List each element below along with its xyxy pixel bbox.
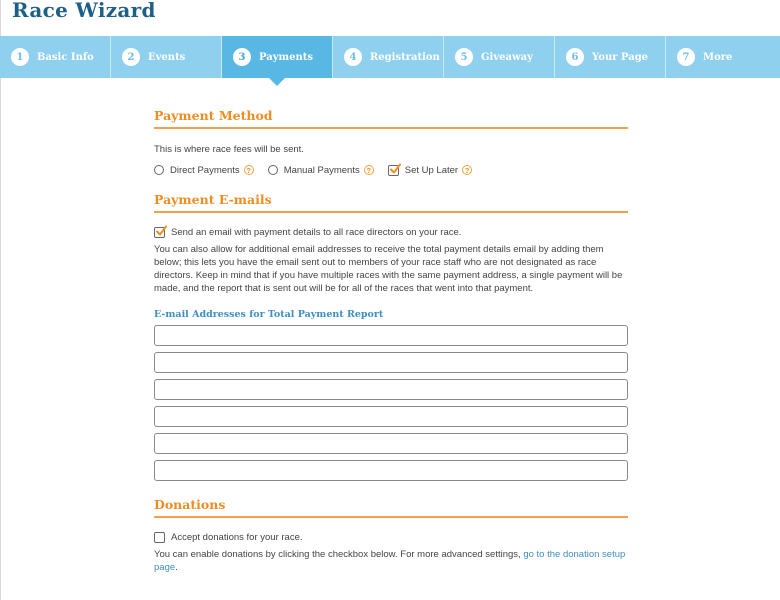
step-basic-info[interactable] [0, 36, 111, 78]
step-events[interactable] [111, 36, 222, 78]
email-address-input-4[interactable] [154, 406, 628, 427]
option-set-up-later[interactable] [388, 165, 472, 176]
email-addresses-label: E-mail Addresses for Total Payment Report [154, 309, 384, 320]
send-email-label: Send an email with payment details to all race directors on your race. [171, 227, 462, 238]
step-more[interactable] [666, 36, 780, 78]
step-number-4: 4 [344, 48, 362, 66]
step-number-2: 2 [122, 48, 140, 66]
step-number-5: 5 [455, 48, 473, 66]
step-giveaway[interactable] [444, 36, 555, 78]
radio-direct-payments[interactable] [154, 165, 164, 175]
donations-description [154, 548, 628, 574]
checkmark-icon [155, 225, 167, 237]
email-address-list [154, 325, 628, 481]
step-label: Your Page [592, 51, 649, 63]
step-label: Basic Info [37, 51, 94, 63]
option-label: Direct Payments [170, 164, 240, 176]
help-icon[interactable]: ? [244, 165, 254, 175]
checkbox-send-email[interactable] [154, 227, 165, 238]
step-number-3: 3 [233, 48, 251, 66]
payment-method-title: Payment Method [154, 108, 628, 129]
step-label: Events [148, 51, 186, 63]
help-icon[interactable]: ? [364, 165, 374, 175]
step-payments[interactable] [222, 36, 333, 78]
step-number-6: 6 [566, 48, 584, 66]
send-email-row [154, 227, 628, 238]
donations-description-text: You can enable donations by clicking the checkbox below. For more advanced settings, [154, 549, 521, 560]
email-address-input-2[interactable] [154, 352, 628, 373]
payment-emails-title: Payment E-mails [154, 192, 628, 213]
wizard-step-bar [0, 36, 780, 78]
checkbox-set-up-later[interactable] [388, 165, 399, 176]
email-address-input-3[interactable] [154, 379, 628, 400]
app-title: Race Wizard [12, 0, 156, 22]
payments-form [154, 108, 628, 574]
option-manual-payments[interactable] [268, 165, 374, 176]
step-label: Registration [370, 51, 440, 63]
step-number-1: 1 [11, 48, 29, 66]
donations-section [154, 497, 628, 574]
donations-description-end: . [175, 562, 178, 573]
payment-method-options [154, 162, 628, 178]
radio-manual-payments[interactable] [268, 165, 278, 175]
donation-setup-link[interactable]: go to the donation setup page [154, 549, 626, 573]
email-address-input-1[interactable] [154, 325, 628, 346]
accept-donations-label: Accept donations for your race. [171, 532, 303, 543]
email-address-input-5[interactable] [154, 433, 628, 454]
step-registration[interactable] [333, 36, 444, 78]
email-address-input-6[interactable] [154, 460, 628, 481]
page-left-border [0, 0, 1, 600]
option-label: Manual Payments [283, 164, 360, 176]
step-label: More [703, 51, 733, 63]
option-direct-payments[interactable] [154, 165, 254, 176]
option-label: Set Up Later [404, 164, 459, 176]
payment-emails-description: You can also allow for additional email addresses to receive the total payment details email by adding them below; this lets you have the email sent out to members of your race staff who are not designated as race directors. Keep in mind that if you have multiple races with the same payment address, a single payment will be made, and the report that is sent out will be for all of the races that went into that payment. [154, 244, 623, 294]
payment-method-description: This is where race fees will be sent. [154, 144, 304, 155]
payment-method-section [154, 108, 628, 178]
step-your-page[interactable] [555, 36, 666, 78]
checkmark-icon [389, 163, 401, 175]
step-number-7: 7 [677, 48, 695, 66]
checkbox-accept-donations[interactable] [154, 532, 165, 543]
step-label: Giveaway [481, 51, 533, 63]
payment-emails-section [154, 192, 628, 481]
accept-donations-row [154, 532, 628, 543]
help-icon[interactable]: ? [462, 165, 472, 175]
donations-title: Donations [154, 497, 628, 518]
step-label: Payments [259, 51, 314, 63]
